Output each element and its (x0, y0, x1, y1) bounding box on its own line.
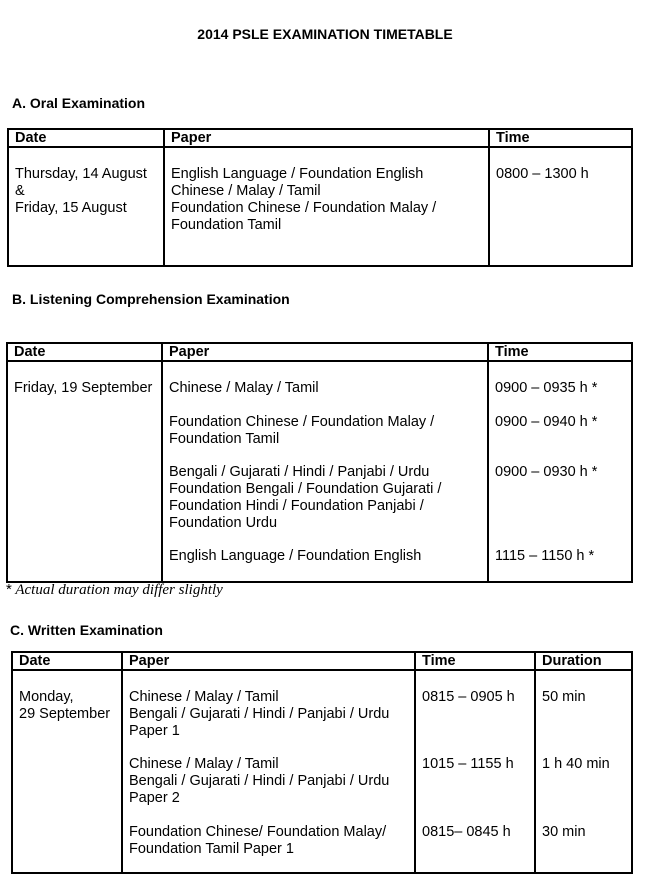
paper-line: Foundation Chinese / Foundation Malay / (169, 414, 435, 430)
paper-line: Foundation Urdu (169, 515, 278, 531)
date-line: Thursday, 14 August (15, 166, 147, 182)
time-cell: 0800 – 1300 h (489, 147, 632, 266)
time-cell: 1115 – 1150 h * (488, 548, 632, 582)
date-cell: Friday, 19 September (7, 361, 162, 582)
table-row (7, 361, 632, 414)
paper-line: Foundation Tamil (171, 217, 282, 233)
time-cell: 0900 – 0940 h * (488, 414, 632, 464)
listening-section-heading: B. Listening Comprehension Examination (12, 291, 290, 307)
paper-line: Chinese / Malay / Tamil (171, 183, 321, 199)
paper-cell (164, 147, 489, 266)
paper-line: Chinese / Malay / Tamil (129, 756, 279, 772)
date-line: & (15, 183, 25, 199)
paper-line: Foundation Bengali / Foundation Gujarati / (169, 481, 442, 497)
table-row (8, 147, 632, 266)
paper-cell (162, 464, 488, 548)
document-title: 2014 PSLE EXAMINATION TIMETABLE (197, 26, 453, 42)
table-header-row (8, 129, 632, 147)
duration-footnote (6, 581, 223, 599)
paper-line: Chinese / Malay / Tamil (129, 689, 279, 705)
paper-cell (162, 414, 488, 464)
paper-cell (162, 548, 488, 582)
duration-cell: 1 h 40 min (535, 756, 632, 824)
paper-line: Foundation Hindi / Foundation Panjabi / (169, 498, 424, 514)
time-cell: 0900 – 0930 h * (488, 464, 632, 548)
header-date: Date (12, 652, 122, 670)
header-time: Time (489, 129, 632, 147)
header-paper: Paper (122, 652, 415, 670)
paper-line: Paper 2 (129, 790, 180, 806)
header-time: Time (415, 652, 535, 670)
oral-section-heading: A. Oral Examination (12, 95, 146, 111)
written-table (11, 651, 633, 874)
header-date: Date (7, 343, 162, 361)
table-header-row (7, 343, 632, 361)
date-cell (12, 670, 122, 873)
table-row (12, 670, 632, 756)
date-cell (8, 147, 164, 266)
time-cell: 1015 – 1155 h (415, 756, 535, 824)
date-line: Monday, (19, 689, 74, 705)
paper-cell (122, 670, 415, 756)
paper-cell (162, 361, 488, 414)
paper-cell (122, 756, 415, 824)
paper-line: Foundation Chinese/ Foundation Malay/ (129, 824, 387, 840)
paper-line: Foundation Chinese / Foundation Malay / (171, 200, 437, 216)
paper-line: Bengali / Gujarati / Hindi / Panjabi / Urdu (129, 706, 390, 722)
header-date: Date (8, 129, 164, 147)
footnote-marker: * (6, 581, 12, 598)
header-paper: Paper (164, 129, 489, 147)
table-header-row (12, 652, 632, 670)
paper-line: English Language / Foundation English (171, 166, 424, 182)
oral-table (7, 128, 633, 267)
paper-line: Bengali / Gujarati / Hindi / Panjabi / Urdu (129, 773, 390, 789)
date-line: 29 September (19, 706, 111, 722)
paper-line: Bengali / Gujarati / Hindi / Panjabi / Urdu (169, 464, 430, 480)
time-cell: 0815 – 0905 h (415, 670, 535, 756)
footnote-text: Actual duration may differ slightly (15, 582, 223, 598)
header-duration: Duration (535, 652, 632, 670)
paper-line: Chinese / Malay / Tamil (169, 380, 319, 396)
time-cell: 0815– 0845 h (415, 824, 535, 873)
paper-cell (122, 824, 415, 873)
duration-cell: 30 min (535, 824, 632, 873)
paper-line: Foundation Tamil (169, 431, 280, 447)
written-section-heading: C. Written Examination (10, 622, 163, 638)
paper-line: Foundation Tamil Paper 1 (129, 841, 294, 857)
paper-line: Paper 1 (129, 723, 180, 739)
duration-cell: 50 min (535, 670, 632, 756)
listening-table (6, 342, 633, 583)
header-time: Time (488, 343, 632, 361)
date-line: Friday, 15 August (15, 200, 127, 216)
paper-line: English Language / Foundation English (169, 548, 422, 564)
time-cell: 0900 – 0935 h * (488, 361, 632, 414)
header-paper: Paper (162, 343, 488, 361)
